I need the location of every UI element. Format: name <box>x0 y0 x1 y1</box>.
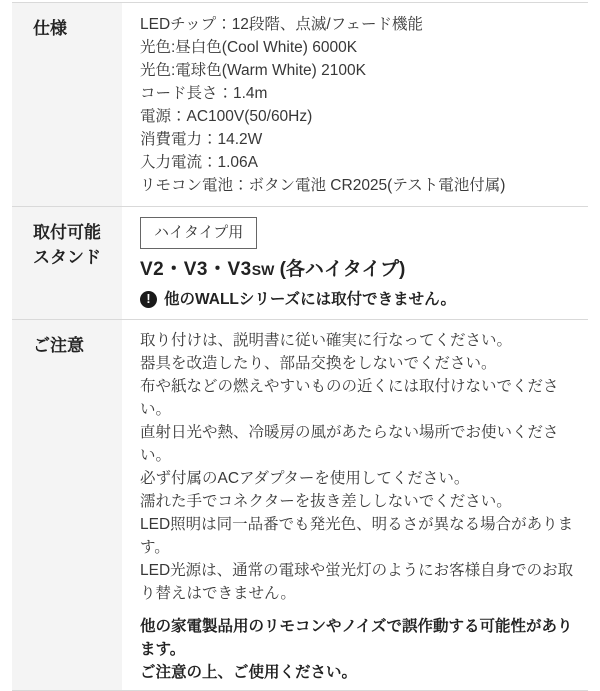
compatible-stands-label-line1: 取付可能 <box>33 223 101 242</box>
models-main-text: V2・V3・V3 <box>140 259 252 280</box>
specifications-label: 仕様 <box>12 3 122 206</box>
stand-warning-note <box>140 288 588 311</box>
spec-line-power-consumption: 消費電力：14.2W <box>140 131 263 148</box>
spec-line-warm-white: 光色:電球色(Warm White) 2100K <box>140 62 366 79</box>
caution-line-wet-hands: 濡れた手でコネクターを抜き差ししないでください。 <box>140 493 512 510</box>
spec-line-remote-battery: リモコン電池：ボタン電池 CR2025(テスト電池付属) <box>140 177 506 194</box>
spec-line-cord-length: コード長さ：1.4m <box>140 85 268 102</box>
caution-bold-use-with-care: ご注意の上、ご使用ください。 <box>140 664 358 681</box>
compatible-stands-content <box>122 207 588 319</box>
specifications-content <box>122 3 588 206</box>
spec-line-led-chip: LEDチップ：12段階、点滅/フェード機能 <box>140 16 423 33</box>
caution-line-no-modification: 器具を改造したり、部品交換をしないでください。 <box>140 355 497 372</box>
spec-line-cool-white: 光色:昼白色(Cool White) 6000K <box>140 39 358 56</box>
stand-warning-text: 他のWALLシリーズには取付できません。 <box>164 291 457 308</box>
section-cautions <box>12 320 588 691</box>
high-type-tag: ハイタイプ用 <box>140 217 257 249</box>
caution-line-led-variation: LED照明は同一品番でも発光色、明るさが異なる場合があります。 <box>140 516 574 556</box>
spec-line-input-current: 入力電流：1.06A <box>140 154 259 171</box>
caution-line-sunlight-heat: 直射日光や熱、冷暖房の風があたらない場所でお使いください。 <box>140 424 559 464</box>
compatible-stands-label <box>12 207 122 319</box>
caution-line-ac-adapter: 必ず付属のACアダプターを使用してください。 <box>140 470 470 487</box>
caution-line-flammables: 布や紙などの燃えやすいものの近くには取付けないでください。 <box>140 378 559 418</box>
models-suffix-text: (各ハイタイプ) <box>274 259 406 280</box>
caution-line-installation: 取り付けは、説明書に従い確実に行なってください。 <box>140 332 513 349</box>
compatible-models <box>140 257 588 283</box>
section-specifications <box>12 3 588 207</box>
spec-sheet <box>12 2 588 691</box>
spec-line-power-source: 電源：AC100V(50/60Hz) <box>140 108 313 125</box>
section-compatible-stands <box>12 207 588 320</box>
compatible-stands-label-line2: スタンド <box>33 248 101 267</box>
cautions-content <box>122 320 588 690</box>
warning-icon: ! <box>140 291 157 308</box>
caution-line-led-replacement: LED光源は、通常の電球や蛍光灯のようにお客様自身でのお取り替えはできません。 <box>140 562 574 602</box>
cautions-label: ご注意 <box>12 320 122 690</box>
models-sw-text: SW <box>251 262 275 278</box>
caution-bold-remote-interference: 他の家電製品用のリモコンやノイズで誤作動する可能性があります。 <box>140 618 573 658</box>
